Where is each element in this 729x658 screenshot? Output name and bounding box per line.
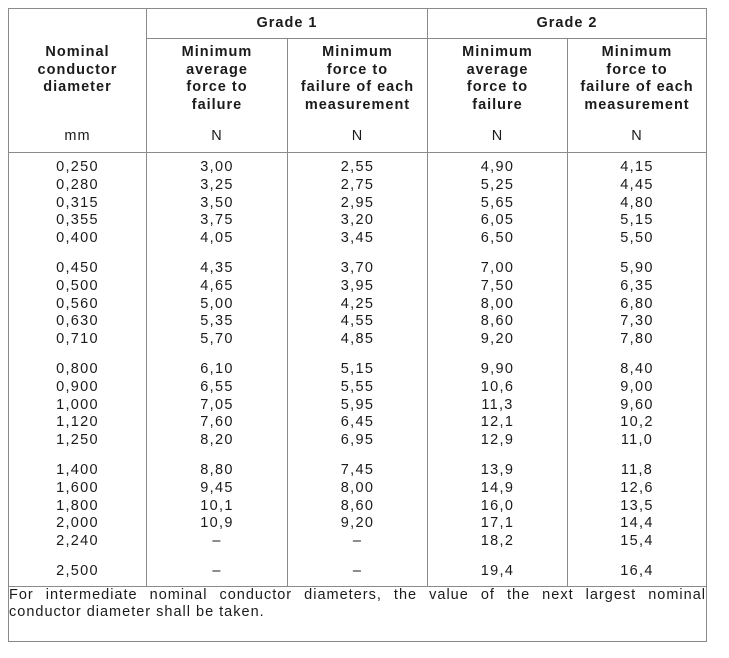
grade1-average-force-value: 10,1 [147, 498, 288, 516]
force-unit: N [351, 128, 364, 144]
grade2-each-force-value: 11,8 [568, 450, 707, 480]
grade1-each-force-value: 3,20 [288, 212, 428, 230]
grade2-each-force-value: 7,30 [568, 313, 707, 331]
diameter-value: 0,560 [9, 296, 147, 314]
grade1-each-force-value: 5,95 [288, 397, 428, 415]
header-label-line: force to [186, 79, 248, 96]
grade2-average-force-value: 13,9 [428, 450, 568, 480]
diameter-value: 1,400 [9, 450, 147, 480]
grade2-each-force-value: 6,35 [568, 278, 707, 296]
grade1-each-force-value: 6,45 [288, 414, 428, 432]
diameter-value: 0,900 [9, 379, 147, 397]
grade1-each-force-value: 3,70 [288, 248, 428, 278]
grade2-each-force-value: 16,4 [568, 551, 707, 586]
grade2-each-force-value: 5,50 [568, 230, 707, 248]
header-label-line: failure of each [300, 79, 415, 96]
grade2-average-force-value: 6,05 [428, 212, 568, 230]
grade2-each-force-value: 4,80 [568, 195, 707, 213]
diameter-value: 1,000 [9, 397, 147, 415]
grade1-each-force-value: 2,95 [288, 195, 428, 213]
table-row [9, 551, 707, 586]
grade2-average-force-value: 12,1 [428, 414, 568, 432]
header-cell-content [568, 39, 706, 152]
grade1-average-force-value: 8,20 [147, 432, 288, 450]
grade2-average-force-header [428, 39, 568, 153]
grade1-each-force-value: 7,45 [288, 450, 428, 480]
grade2-average-force-value: 7,50 [428, 278, 568, 296]
header-label-line: Minimum [181, 44, 253, 60]
grade2-average-force-value: 19,4 [428, 551, 568, 586]
grade2-each-force-value: 4,45 [568, 177, 707, 195]
header-label-line: force to [466, 79, 529, 96]
grade1-each-force-value: – [288, 533, 428, 551]
grade2-each-force-value: 4,15 [568, 153, 707, 177]
header-label-line: measurement [584, 97, 690, 114]
force-unit: N [211, 128, 223, 144]
grade2-each-force-value: 9,00 [568, 379, 707, 397]
table-row [9, 230, 707, 248]
grade2-average-force-value: 8,00 [428, 296, 568, 314]
grade2-average-force-value: 18,2 [428, 533, 568, 551]
header-cell-content [9, 9, 146, 152]
header-label-line: Minimum [322, 44, 393, 60]
grade2-average-force-value: 14,9 [428, 480, 568, 498]
diameter-value: 0,800 [9, 349, 147, 379]
table-row [9, 414, 707, 432]
table-row [9, 153, 707, 177]
grade2-each-force-value: 8,40 [568, 349, 707, 379]
grade2-each-force-value: 11,0 [568, 432, 707, 450]
grade1-each-force-value: 2,75 [288, 177, 428, 195]
grade1-average-force-value: 6,10 [147, 349, 288, 379]
table-row [9, 450, 707, 480]
table-body [9, 153, 707, 587]
diameter-value: 1,250 [9, 432, 147, 450]
grade1-average-force-value: 6,55 [147, 379, 288, 397]
header-label-line: failure [472, 97, 523, 114]
diameter-value: 2,500 [9, 551, 147, 586]
header-label-line: Nominal [45, 44, 110, 60]
grade1-average-force-value: 4,35 [147, 248, 288, 278]
table-row [9, 533, 707, 551]
grade2-average-force-value: 16,0 [428, 498, 568, 516]
grade1-average-force-value: 8,80 [147, 450, 288, 480]
grade2-each-force-value: 5,15 [568, 212, 707, 230]
header-label [568, 44, 706, 115]
grade2-average-force-value: 4,90 [428, 153, 568, 177]
header-label-line: force to [326, 61, 389, 78]
grade-header-row [9, 9, 707, 39]
grade2-average-force-value: 8,60 [428, 313, 568, 331]
grade1-each-force-value: 3,95 [288, 278, 428, 296]
diameter-value: 0,450 [9, 248, 147, 278]
grade2-average-force-value: 5,25 [428, 177, 568, 195]
grade1-each-force-value: 8,00 [288, 480, 428, 498]
header-label-line: average [186, 61, 248, 78]
diameter-value: 0,355 [9, 212, 147, 230]
grade2-average-force-value: 5,65 [428, 195, 568, 213]
grade2-each-force-value: 6,80 [568, 296, 707, 314]
table-row [9, 248, 707, 278]
grade1-average-force-header [147, 39, 288, 153]
grade1-average-force-value: 10,9 [147, 515, 288, 533]
diameter-value: 0,280 [9, 177, 147, 195]
grade2-each-force-header [568, 39, 707, 153]
header-label-line: measurement [304, 97, 411, 114]
footnote-row [9, 586, 707, 641]
grade1-average-force-value: 3,75 [147, 212, 288, 230]
diameter-value: 0,630 [9, 313, 147, 331]
grade1-average-force-value: 7,60 [147, 414, 288, 432]
table-row [9, 349, 707, 379]
table-row [9, 515, 707, 533]
grade2-each-force-value: 5,90 [568, 248, 707, 278]
grade2-each-force-value: 14,4 [568, 515, 707, 533]
table-row [9, 498, 707, 516]
header-label-line: conductor [37, 61, 118, 78]
grade-2-header: Grade 2 [428, 9, 707, 39]
grade2-each-force-value: 9,60 [568, 397, 707, 415]
grade2-average-force-value: 11,3 [428, 397, 568, 415]
diameter-value: 0,400 [9, 230, 147, 248]
table-container [8, 8, 707, 642]
header-label [147, 44, 287, 115]
grade1-each-force-value: 9,20 [288, 515, 428, 533]
diameter-value: 0,250 [9, 153, 147, 177]
grade1-each-force-value: 8,60 [288, 498, 428, 516]
grade1-average-force-value: 5,70 [147, 331, 288, 349]
table-row [9, 313, 707, 331]
diameter-value: 1,600 [9, 480, 147, 498]
header-label [428, 44, 567, 115]
grade1-each-force-value: 3,45 [288, 230, 428, 248]
grade2-average-force-value: 6,50 [428, 230, 568, 248]
grade1-each-force-value: 2,55 [288, 153, 428, 177]
header-label-line: average [466, 61, 529, 78]
grade1-each-force-value: 4,85 [288, 331, 428, 349]
diameter-value: 0,315 [9, 195, 147, 213]
grade2-average-force-value: 9,20 [428, 331, 568, 349]
force-unit: N [491, 128, 504, 144]
grade1-average-force-value: – [147, 533, 288, 551]
force-unit: N [631, 128, 643, 144]
grade2-each-force-value: 15,4 [568, 533, 707, 551]
diameter-value: 1,800 [9, 498, 147, 516]
grade2-average-force-value: 12,9 [428, 432, 568, 450]
table-row [9, 379, 707, 397]
grade2-each-force-value: 10,2 [568, 414, 707, 432]
diameter-value: 1,120 [9, 414, 147, 432]
table-row [9, 432, 707, 450]
header-label-line: Minimum [462, 44, 533, 60]
table-row [9, 212, 707, 230]
grade1-each-force-value: 4,25 [288, 296, 428, 314]
table-row [9, 296, 707, 314]
grade2-average-force-value: 10,6 [428, 379, 568, 397]
diameter-value: 0,710 [9, 331, 147, 349]
table-footnote: For intermediate nominal conductor diameters, the value of the next largest nominal conductor diameter shall be taken. [9, 586, 707, 641]
header-label-line: failure [191, 97, 243, 114]
grade-1-header: Grade 1 [147, 9, 428, 39]
grade1-average-force-value: 5,35 [147, 313, 288, 331]
force-to-failure-table [8, 8, 707, 642]
grade1-average-force-value: 3,25 [147, 177, 288, 195]
table-row [9, 278, 707, 296]
grade1-each-force-value: 5,15 [288, 349, 428, 379]
grade2-average-force-value: 7,00 [428, 248, 568, 278]
header-label-line: force to [606, 61, 668, 78]
grade2-average-force-value: 9,90 [428, 349, 568, 379]
grade1-each-force-value: 4,55 [288, 313, 428, 331]
grade1-each-force-value: – [288, 551, 428, 586]
table-row [9, 331, 707, 349]
grade1-average-force-value: 9,45 [147, 480, 288, 498]
diameter-value: 2,240 [9, 533, 147, 551]
header-label-line: failure of each [580, 79, 694, 96]
header-label [9, 44, 146, 97]
grade1-average-force-value: 5,00 [147, 296, 288, 314]
grade1-average-force-value: 3,50 [147, 195, 288, 213]
header-label-line: diameter [43, 79, 112, 96]
grade1-each-force-header [288, 39, 428, 153]
grade1-average-force-value: 3,00 [147, 153, 288, 177]
diameter-value: 2,000 [9, 515, 147, 533]
grade2-average-force-value: 17,1 [428, 515, 568, 533]
grade1-average-force-value: – [147, 551, 288, 586]
header-cell-content [147, 39, 287, 152]
diameter-value: 0,500 [9, 278, 147, 296]
diameter-column-header [9, 9, 147, 153]
header-label-line: Minimum [601, 44, 673, 60]
grade2-each-force-value: 12,6 [568, 480, 707, 498]
grade2-each-force-value: 7,80 [568, 331, 707, 349]
grade1-average-force-value: 4,65 [147, 278, 288, 296]
grade1-each-force-value: 6,95 [288, 432, 428, 450]
diameter-unit: mm [64, 128, 91, 144]
grade1-average-force-value: 4,05 [147, 230, 288, 248]
grade1-each-force-value: 5,55 [288, 379, 428, 397]
header-cell-content [288, 39, 427, 152]
table-row [9, 195, 707, 213]
table-row [9, 480, 707, 498]
grade1-average-force-value: 7,05 [147, 397, 288, 415]
header-label [288, 44, 427, 115]
grade2-each-force-value: 13,5 [568, 498, 707, 516]
table-row [9, 177, 707, 195]
header-cell-content [428, 39, 567, 152]
table-row [9, 397, 707, 415]
